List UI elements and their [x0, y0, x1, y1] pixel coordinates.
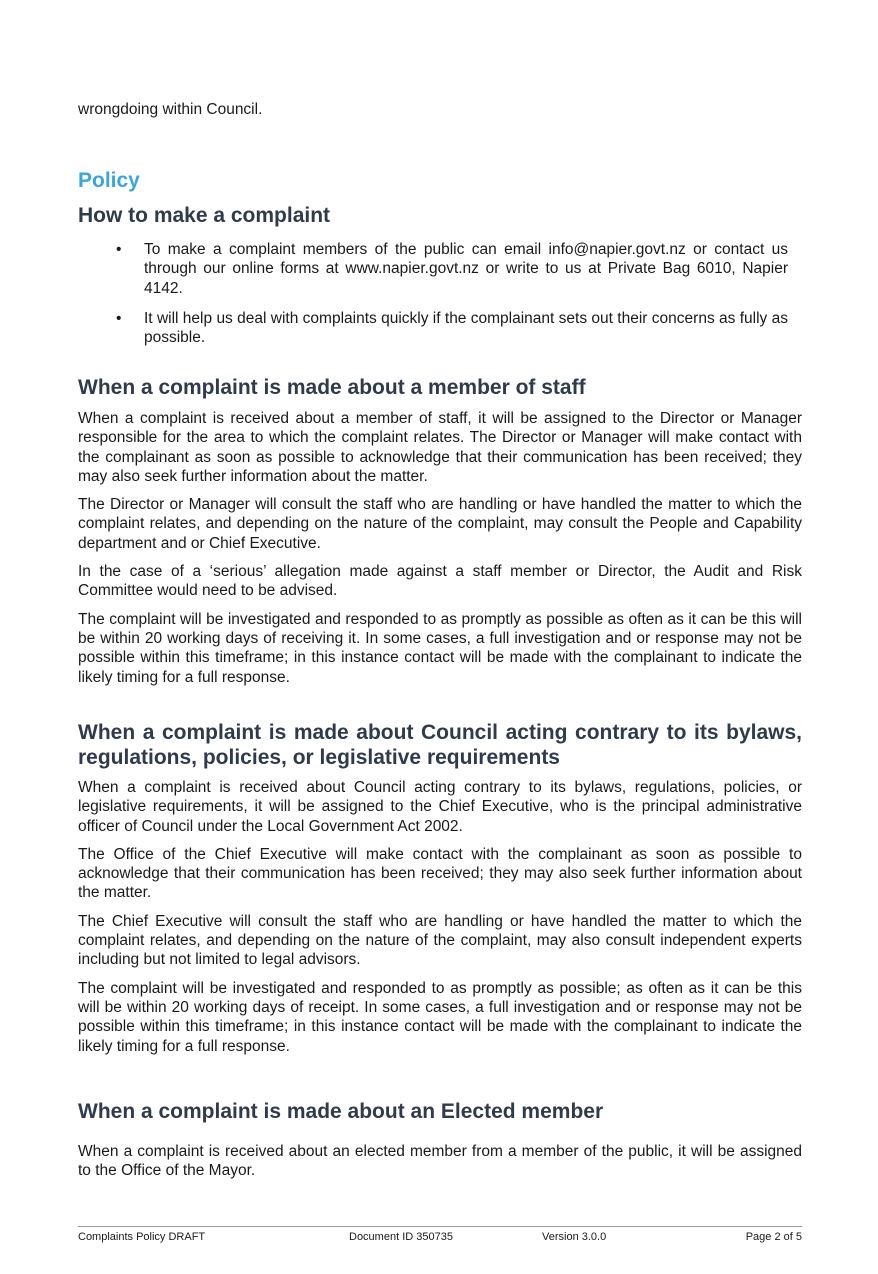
footer-page-number: Page 2 of 5: [745, 1231, 802, 1243]
bullet-icon: •: [116, 241, 122, 258]
paragraph: In the case of a ‘serious’ allegation made against a staff member or Director, the Audit and Risk Committee would need to be advised.: [78, 563, 802, 600]
paragraph: When a complaint is received about Council acting contrary to its bylaws, regulations, policies, or legislative requirements, it will be assigned to the Chief Executive, who is the principal administrative officer of Council under the Local Government Act 2002.: [78, 779, 802, 835]
list-item-text: To make a complaint members of the public can email info@napier.govt.nz or contact us through our online forms at www.napier.govt.nz or write to us at Private Bag 6010, Napier 4142.: [144, 241, 788, 297]
section-council-complaint: [78, 720, 802, 1056]
paragraph: When a complaint is received about a member of staff, it will be assigned to the Director or Manager responsible for the area to which the complaint relates. The Director or Manager will make contact with the complainant as soon as possible to acknowledge that their communication has been received; they may also seek further information about the matter.: [78, 410, 802, 485]
footer-version: Version 3.0.0: [542, 1231, 607, 1243]
paragraph: When a complaint is received about an elected member from a member of the public, it will be assigned to the Office of the Mayor.: [78, 1143, 802, 1180]
section-heading: When a complaint is made about a member of staff: [78, 376, 586, 399]
section-how-to-complain: [78, 203, 802, 358]
list-item: [78, 309, 802, 348]
page-footer: [78, 1226, 802, 1243]
paragraph: The Chief Executive will consult the staff who are handling or have handled the matter to which the complaint relates, and depending on the nature of the complaint, may also consult independent experts including but not limited to legal advisors.: [78, 912, 802, 969]
list-item: [78, 240, 802, 298]
policy-heading: Policy: [78, 169, 140, 192]
footer-document-id: Document ID 350735: [349, 1231, 453, 1243]
paragraph: The complaint will be investigated and responded to as promptly as possible as often as it can be this will be within 20 working days of receiving it. In some cases, a full investigation and or response may not be possible within this timeframe; in this instance contact will be made with the complainant to indicate the likely timing for a full response.: [78, 610, 802, 686]
paragraph: The complaint will be investigated and responded to as promptly as possible; as often as it can be this will be within 20 working days of receipt. In some cases, a full investigation and or response may not be possible within this timeframe; in this instance contact will be made with the complainant to indicate the likely timing for a full response.: [78, 979, 802, 1055]
list-item-text: It will help us deal with complaints quickly if the complainant sets out their concerns as fully as possible.: [144, 309, 788, 347]
bullet-icon: •: [116, 309, 122, 327]
paragraph: The Director or Manager will consult the staff who are handling or have handled the matter to which the complaint relates, and depending on the nature of the complaint, may consult the People and Capability department and or Chief Executive.: [78, 496, 802, 552]
bullet-list: [78, 240, 802, 347]
footer-document-title: Complaints Policy DRAFT: [78, 1231, 206, 1243]
section-heading: When a complaint is made about an Elected member: [78, 1100, 604, 1123]
section-heading: How to make a complaint: [78, 204, 331, 227]
section-staff-complaint: [78, 375, 802, 687]
lead-text: wrongdoing within Council.: [78, 101, 263, 118]
section-elected-member-complaint: [78, 1099, 802, 1181]
section-heading: When a complaint is made about Council acting contrary to its bylaws, regulations, policies, or legislative requirements: [78, 721, 802, 769]
paragraph: The Office of the Chief Executive will make contact with the complainant as soon as possible to acknowledge that their communication has been received; they may also seek further information about the matter.: [78, 845, 802, 902]
